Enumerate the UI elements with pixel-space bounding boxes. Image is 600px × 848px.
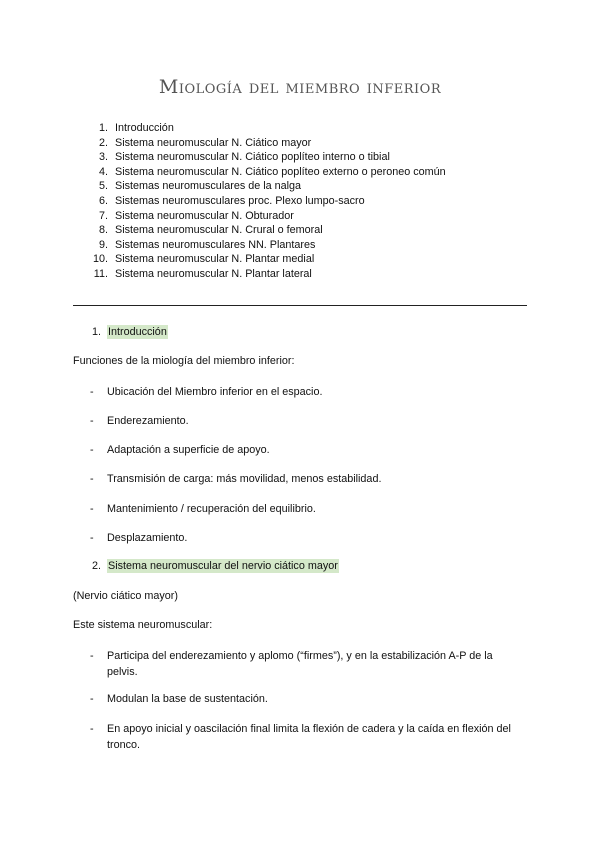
section-heading-ciatico-mayor [86, 560, 339, 572]
bullet-dash: - [90, 503, 94, 515]
list-item [90, 501, 520, 517]
toc-item [86, 150, 446, 165]
toc-item-text: Sistema neuromuscular N. Plantar medial [115, 253, 315, 266]
list-item-text: Desplazamiento. [107, 532, 188, 544]
toc-item-number: 6. [98, 194, 108, 207]
toc-item-number: 4. [98, 165, 108, 178]
toc-item-number: 2. [98, 136, 108, 149]
list-item-text: Transmisión de carga: más movilidad, menos estabilidad. [107, 473, 382, 485]
bullet-dash: - [90, 415, 94, 427]
list-item [90, 384, 520, 400]
toc-item [86, 165, 446, 180]
bullet-dash: - [90, 386, 94, 398]
toc-item-number: 9. [98, 238, 108, 251]
list-item-text: Adaptación a superficie de apoyo. [107, 444, 270, 456]
list-item-text: Enderezamiento. [107, 415, 189, 427]
section-number: 1. [91, 326, 101, 338]
toc-item-text: Sistema neuromuscular N. Plantar lateral [115, 267, 312, 280]
toc-item-number: 10. [92, 253, 108, 266]
list-item [90, 648, 520, 680]
toc-item-number: 7. [98, 209, 108, 222]
list-item [90, 471, 520, 487]
bullet-dash: - [90, 473, 94, 485]
list-item-text: Participa del enderezamiento y aplomo (“firmes”), y en la estabilización A-P de la pelvis. [107, 650, 493, 678]
section-heading-introduccion [86, 326, 168, 338]
list-item-text: En apoyo inicial y oascilación final limita la flexión de cadera y la caída en flexión del tronco. [107, 723, 511, 751]
list-item-text: Ubicación del Miembro inferior en el espacio. [107, 386, 323, 398]
list-item [90, 413, 520, 429]
toc-item-text: Sistemas neuromusculares NN. Plantares [115, 238, 316, 251]
section-note-text: (Nervio ciático mayor) [73, 590, 178, 602]
toc-item [86, 223, 446, 238]
highlighted-heading-text: Introducción [108, 326, 167, 338]
toc-item-text: Sistema neuromuscular N. Ciático mayor [115, 136, 312, 149]
bullet-dash: - [90, 693, 94, 705]
toc-item-text: Sistemas neuromusculares proc. Plexo lumpo-sacro [115, 194, 365, 207]
toc-item-text: Sistema neuromuscular N. Obturador [115, 209, 294, 222]
bullet-dash: - [90, 532, 94, 544]
list-item [90, 721, 520, 753]
toc-item [86, 121, 446, 136]
highlighted-heading-text: Sistema neuromuscular del nervio ciático mayor [108, 560, 338, 572]
toc-item-text: Introducción [115, 122, 174, 134]
section-intro-text: Funciones de la miología del miembro inferior: [73, 355, 295, 367]
list-item [90, 691, 520, 707]
bullet-dash: - [90, 650, 94, 662]
toc-item [86, 209, 446, 224]
toc-item-number: 8. [98, 224, 108, 237]
toc-item [86, 179, 446, 194]
toc-item-text: Sistema neuromuscular N. Ciático poplíteo externo o peroneo común [115, 165, 446, 178]
toc-item-number: 5. [98, 180, 108, 193]
section-intro-text: Este sistema neuromuscular: [73, 619, 213, 631]
toc-item-number: 3. [98, 151, 108, 164]
table-of-contents [86, 121, 446, 282]
toc-item-number: 11. [93, 267, 108, 280]
document-title: Miología del miembro inferior [158, 76, 442, 98]
toc-item [86, 238, 446, 253]
toc-item-text: Sistema neuromuscular N. Ciático poplíteo interno o tibial [115, 151, 390, 164]
list-item-text: Mantenimiento / recuperación del equilibrio. [107, 503, 316, 515]
horizontal-divider [73, 305, 527, 306]
bullet-dash: - [90, 444, 94, 456]
list-item [90, 530, 520, 546]
toc-item [86, 252, 446, 267]
list-item-text: Modulan la base de sustentación. [107, 693, 268, 705]
list-item [90, 442, 520, 458]
toc-item-text: Sistema neuromuscular N. Crural o femoral [115, 224, 323, 237]
toc-item [86, 267, 446, 282]
toc-item-text: Sistemas neuromusculares de la nalga [115, 180, 302, 193]
toc-item [86, 136, 446, 151]
toc-item-number: 1. [98, 122, 108, 134]
bullet-dash: - [90, 723, 94, 735]
toc-item [86, 194, 446, 209]
section-number: 2. [91, 560, 101, 572]
